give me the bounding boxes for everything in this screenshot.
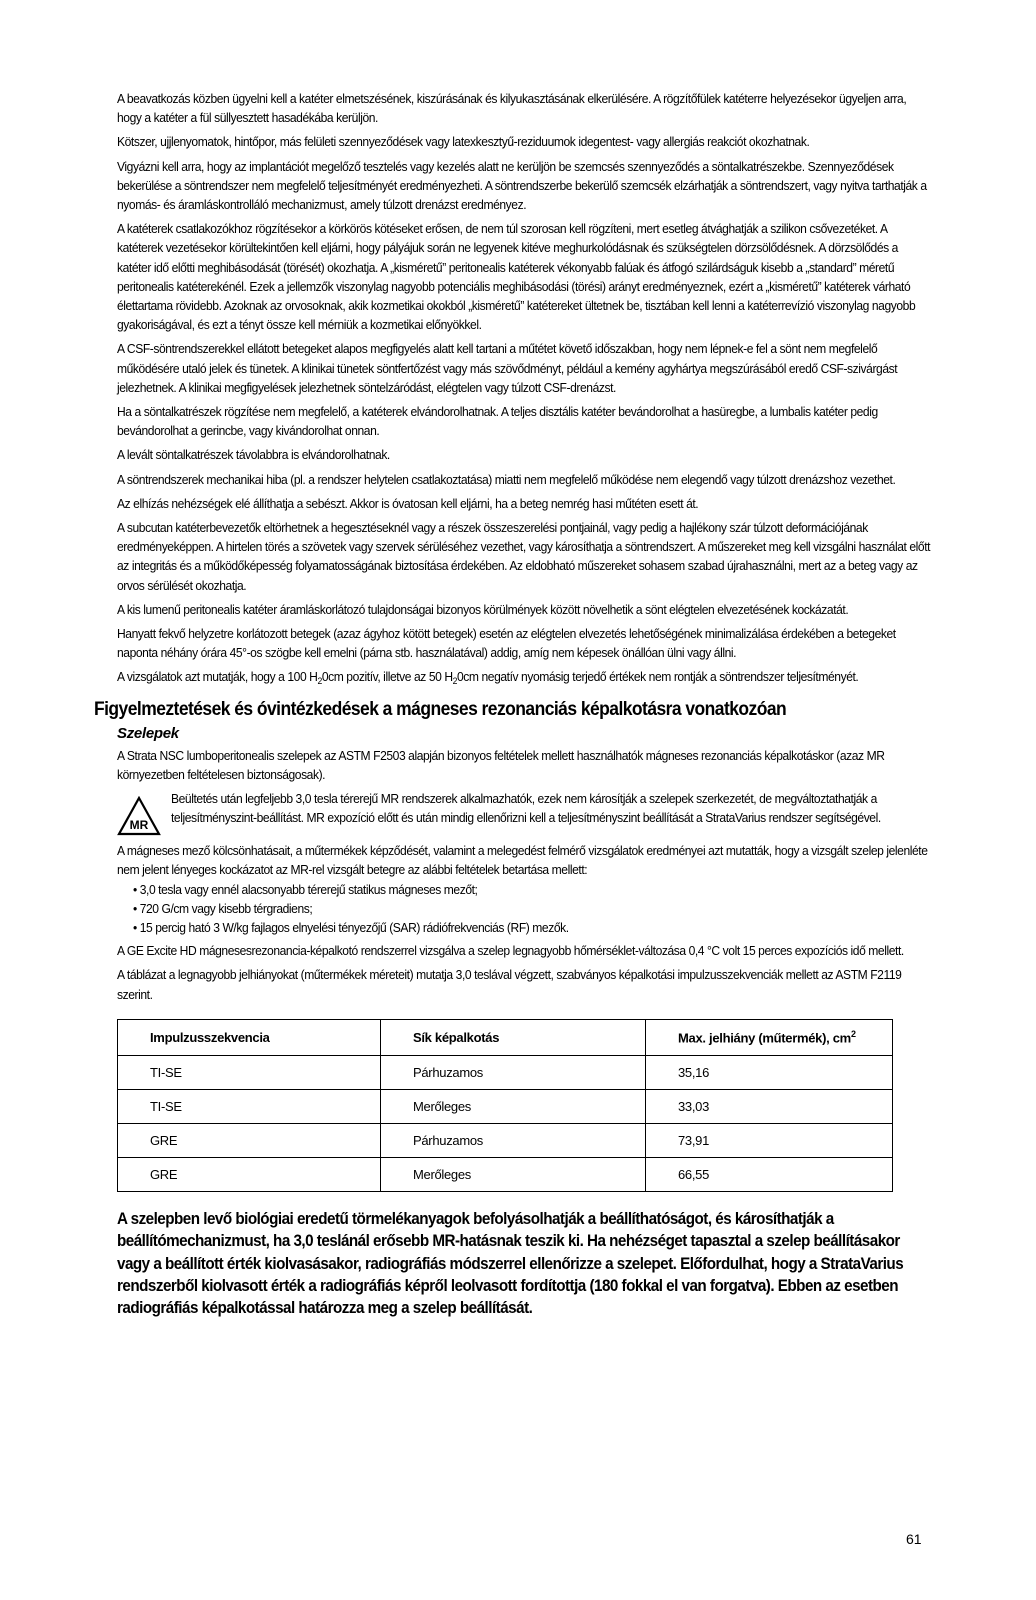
paragraph-mri-intro: A Strata NSC lumboperitonealis szelepek az ASTM F2503 alapján bizonyos feltételek mellett használhatók mágneses rezonanciás képalkotáskor (azaz MR környezetben feltételesen biztonságosak). [117,748,885,782]
paragraph-mechanical-failure: A söntrendszerek mechanikai hiba (pl. a rendszer helytelen csatlakoztatása) miatti nem megfelelő működése nem elegendő vagy túlzott drenázshoz vezethet. [117,472,896,487]
paragraph-particulate-contamination: Vigyázni kell arra, hogy az implantációt megelőző tesztelés vagy kezelés alatt ne kerüljön be szemcsés szennyeződés a söntalkatrészekbe. Szennyeződések bekerülése a söntrendszer nem megfelelő teljesítményét eredményezheti. A söntrendszerbe bekerülő szemcsék elzárhatják a söntrendszert, vagy nyitva tarthatják a nyomás- és áramláskontrolláló mechanizmust, amely túlzott drenázst eredményez. [117,159,927,213]
table-cell: Párhuzamos [381,1123,646,1157]
paragraph-catheter-migration: Ha a söntalkatrészek rögzítése nem megfelelő, a katéterek elvándorolhatnak. A teljes disztális katéter bevándorolhat a hasüregbe, a lumbalis katéter pedig bevándorolhat a gerincbe, vagy kivándorolhat onnan. [117,405,878,439]
bold-warning-paragraph: A szelepben levő biológiai eredetű törmelékanyagok befolyásolhatják a beállíthatóságot, és károsíthatják a beállítómechanizmust, ha 3,0 teslánál erősebb MR-hatásnak teszik ki. Ha nehézséget tapasztal a szelep beállításakor vagy a beállított érték kiolvasásakor, radiográfiás módszerrel ellenőrizze a szelepet. Előfordulhat, hogy a StrataVarius rendszerből kiolvasott érték a radiográfiás képről leolvasott fordítottja (180 fokkal el van forgatva). Ebben az esetben radiográfiás képalkotással határozza meg a szelep beállítását. [117,1209,904,1318]
table-cell: Merőleges [381,1157,646,1191]
table-row [118,1123,893,1157]
pressure-text-2: 0cm pozitív, illetve az 50 H [321,670,453,685]
page-content [94,90,937,1320]
paragraph-catheter-ligatures: A katéterek csatlakozókhoz rögzítésekor a körkörös kötéseket erősen, de nem túl szorosan kell rögzíteni, mert esetleg átvághatják a szilikon csővezetéket. A katéterek vezetésekor körültekintően kell eljárni, hogy pályájuk során ne legyenek kitéve meghurkolódásnak és szükségtelen dörzsölődésnek. A dörzsölődés a katéter idő előtti meghibásodását (törését) okozhatja. A „kisméretű” peritonealis katéterek vékonyabb falúak és átfogó szilárdságuk kisebb a „standard” méretű peritonealis katéterekénél. Ezek a jellemzők viszonylag nagyobb potenciális meghibásodási (törési) arányt eredményeznek, ezért a „kisméretű” katéterek várható élettartama rövidebb. Azoknak az orvosoknak, akik kozmetikai okokból „kisméretű” katétereket ültetnek be, tisztában kell lenni a katéterrevízió viszonylag nagyobb gyakoriságával, és ezt a tényt össze kell mérniük a kozmetikai előnyökkel. [117,222,916,333]
table-cell: 35,16 [646,1055,893,1089]
table-cell: Merőleges [381,1089,646,1123]
table-cell: TI-SE [118,1089,381,1123]
paragraph-catheter-cutting: A beavatkozás közben ügyelni kell a katéter elmetszésének, kiszúrásának és kilyukasztásának elkerülésére. A rögzítőfülek katéterre helyezésekor ügyeljen arra, hogy a katéter a fül süllyesztett hasadékába kerüljön. [117,92,907,126]
table-row [118,1157,893,1191]
table-cell: TI-SE [118,1055,381,1089]
mr-icon-label: MR [129,818,149,833]
table-cell: Párhuzamos [381,1055,646,1089]
header-max-signal-void [646,1019,893,1055]
list-item: • 720 G/cm vagy kisebb térgradiens; [133,901,313,916]
section-heading-mri: Figyelmeztetések és óvintézkedések a mágneses rezonanciás képalkotásra vonatkozóan [94,698,787,720]
table-cell: 73,91 [646,1123,893,1157]
list-item: • 3,0 tesla vagy ennél alacsonyabb térerejű statikus mágneses mezőt; [133,882,478,897]
paragraph-postoperative-monitoring: A CSF-söntrendszerekkel ellátott betegeket alapos megfigyelés alatt kell tartani a műtétet követő időszakban, hogy nem lépnek-e fel a sönt nem megfelelő működésére utaló jelek és tünetek. A klinikai tünetek söntfertőzést vagy más szövődményt, például a kemény agyhártya megszúrásából eredő CSF-szivárgást jelezhetnek. A klinikai megfigyelések jelezhetnek söntelzáródást, elégtelen vagy túlzott CSF-drenázst. [117,342,898,395]
pressure-subscript-2: 2 [452,676,458,687]
table-cell: 33,03 [646,1089,893,1123]
table-cell: GRE [118,1157,381,1191]
pressure-text-3: 0cm negatív nyomásig terjedő értékek nem rontják a söntrendszer teljesítményét. [457,670,859,685]
paragraph-small-lumen: A kis lumenű peritonealis katéter áramláskorlátozó tulajdonságai bizonyos körülmények között növelhetik a sönt elégtelen elvezetésének kockázatát. [117,602,849,617]
header-imaging-plane: Sík képalkotás [381,1019,646,1055]
conditions-list [133,881,947,939]
paragraph-heating-result: A GE Excite HD mágnesesrezonancia-képalkotó rendszerrel vizsgálva a szelep legnagyobb hőmérséklet-változása 0,4 °C volt 15 perces expozíciós idő mellett. [117,944,904,959]
table-header-row [118,1019,893,1055]
paragraph-mr-warning: Beültetés után legfeljebb 3,0 tesla térerejű MR rendszerek alkalmazhatók, ezek nem károsítják a szelepek szerkezetét, de megváltoztathatják a teljesítményszint-beállítást. MR expozíció előtt és után mindig ellenőrizni kell a teljesítményszint beállítását a StrataVarius rendszer segítségével. [171,792,881,826]
paragraph-supine-patients: Hanyatt fekvő helyzetre korlátozott betegek (azaz ágyhoz kötött betegek) esetén az elégtelen elvezetés lehetőségének minimalizálása érdekében a betegeket naponta néhány órára 45°-os szögbe kell emelni (párna stb. használatával) addig, amíg nem képesek önállóan ülni vagy állni. [117,627,896,661]
table-cell: GRE [118,1123,381,1157]
paragraph-detached-components: A levált söntalkatrészek távolabbra is elvándorolhatnak. [117,448,390,463]
artifact-table [117,1019,893,1192]
pressure-text-1: A vizsgálatok azt mutatják, hogy a 100 H [117,670,318,685]
paragraph-table-intro: A táblázat a legnagyobb jelhiányokat (műtermékek méreteit) mutatja 3,0 teslával végzett, szabványos képalkotási impulzusszekvenciák mellett az ASTM F2119 szerint. [117,968,902,1002]
artifact-table-wrapper [117,1019,937,1192]
table-row [118,1089,893,1123]
paragraph-obesity: Az elhízás nehézségek elé állíthatja a sebészt. Akkor is óvatosan kell eljárni, ha a beteg nemrég hasi műtéten esett át. [117,496,699,511]
table-row [118,1055,893,1089]
header-max-signal-void-text: Max. jelhiány (műtermék), cm [678,1030,851,1046]
list-item: • 15 percig ható 3 W/kg fajlagos elnyelési tényezőjű (SAR) rádiófrekvenciás (RF) mezők. [133,920,569,935]
paragraph-contamination-reactions: Kötszer, ujjlenyomatok, hintőpor, más felületi szennyeződések vagy latexkesztyű-reziduumok idegentest- vagy allergiás reakciót okozhatnak. [117,135,810,150]
paragraph-conditions-intro: A mágneses mező kölcsönhatásait, a műtermékek képződését, valamint a melegedést felmérő vizsgálatok eredményei azt mutatták, hogy a vizsgált szelep jelenléte nem jelent lényeges kockázatot az MR-rel vizsgált betegre az alábbi feltételek betartása mellett: [117,844,928,878]
mr-conditional-icon [117,796,161,840]
paragraph-passer-breakage: A subcutan katéterbevezetők eltörhetnek a hegesztéseknél vagy a részek összeszerelési pontjainál, vagy pedig a hajlékony szár túlzott deformációjának eredményeképpen. A hirtelen törés a szövetek vagy szervek sérüléséhez vezethet, vagy károsíthatja a söntrendszert. A műszereket meg kell vizsgálni használat előtt az integritás és a működőképesség folyamatosságának biztosítása érdekében. Az eldobható műszereket sohasem szabad újrahasználni, mert az a beteg vagy az orvos sérülését okozhatja. [117,521,931,593]
page-number: 61 [906,1531,922,1547]
subheading-valves: Szelepek [117,724,179,742]
paragraph-pressure-tests [117,668,931,691]
mr-conditional-notice [117,790,937,840]
header-unit-superscript: 2 [850,1029,856,1040]
table-cell: 66,55 [646,1157,893,1191]
header-pulse-sequence: Impulzusszekvencia [118,1019,381,1055]
pressure-subscript-1: 2 [317,676,322,687]
